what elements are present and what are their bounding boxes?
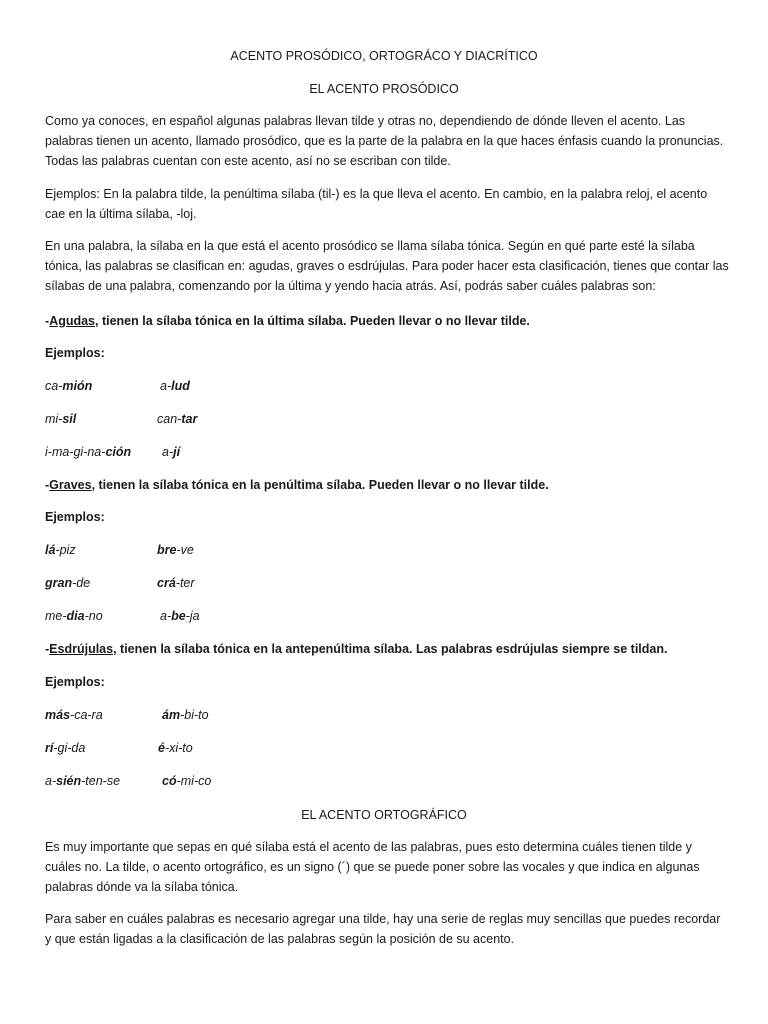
- document-title: ACENTO PROSÓDICO, ORTOGRÁCO Y DIACRÍTICO: [230, 49, 538, 63]
- example-word: ca-mión: [45, 379, 93, 393]
- example-word: gran-de: [45, 576, 91, 590]
- graves-term: Graves: [49, 478, 92, 492]
- example-word: can-tar: [157, 412, 198, 426]
- agudas-rest: , tienen la sílaba tónica en la última sílaba. Pueden llevar o no llevar tilde.: [95, 314, 530, 328]
- section-heading-ortografico: EL ACENTO ORTOGRÁFICO: [301, 808, 467, 822]
- example-word: ám-bi-to: [162, 708, 209, 722]
- graves-dash: -: [45, 478, 50, 492]
- example-word: rí-gi-da: [45, 741, 86, 755]
- agudas-definition: [45, 311, 730, 331]
- example-word: a-sién-ten-se: [45, 774, 121, 788]
- esdrujulas-term: Esdrújulas: [49, 642, 114, 656]
- paragraph-silaba-tonica: En una palabra, la sílaba en la que está el acento prosódico se llama sílaba tónica. Según en qué parte esté la sílaba tónica, las palabras se clasifican en: agudas, graves o esdrújulas. Para poder hacer esta clasificación, tienes que contar las sílabas de una palabra, comenzando por la última y yendo hacia atrás. Así, podrás saber cuáles palabras son:: [45, 239, 729, 293]
- esdrujulas-definition: [45, 639, 730, 659]
- esdrujulas-dash: -: [45, 642, 50, 656]
- example-word: é-xi-to: [158, 741, 193, 755]
- examples-label: Ejemplos:: [45, 675, 105, 689]
- graves-definition: [45, 475, 730, 495]
- example-word: i-ma-gi-na-ción: [45, 445, 132, 459]
- example-word: mi-sil: [45, 412, 77, 426]
- example-word: bre-ve: [157, 543, 194, 557]
- example-word: a-jí: [162, 445, 181, 459]
- examples-label: Ejemplos:: [45, 346, 105, 360]
- section-heading-prosodico: EL ACENTO PROSÓDICO: [309, 82, 459, 96]
- paragraph-ejemplos-tilde: Ejemplos: En la palabra tilde, la penúltima sílaba (til-) es la que lleva el acento. En cambio, en la palabra reloj, el acento cae en la última sílaba, -loj.: [45, 187, 708, 221]
- example-word: más-ca-ra: [45, 708, 103, 722]
- example-word: me-dia-no: [45, 609, 103, 623]
- example-word: crá-ter: [157, 576, 195, 590]
- example-word: a-lud: [160, 379, 190, 393]
- paragraph-tilde: Es muy importante que sepas en qué sílaba está el acento de las palabras, pues esto determina cuáles tienen tilde y cuáles no. La tilde, o acento ortográfico, es un signo (´) que se puede poner sobre las vocales y que indica en algunas palabras dónde va la sílaba tónica.: [45, 840, 700, 894]
- example-word: lá-piz: [45, 543, 76, 557]
- example-word: có-mi-co: [162, 774, 212, 788]
- example-word: a-be-ja: [160, 609, 200, 623]
- agudas-term: Agudas: [49, 314, 96, 328]
- esdrujulas-rest: , tienen la sílaba tónica en la antepenúltima sílaba. Las palabras esdrújulas siempre se tildan.: [113, 642, 668, 656]
- examples-label: Ejemplos:: [45, 510, 105, 524]
- paragraph-reglas: Para saber en cuáles palabras es necesario agregar una tilde, hay una serie de reglas muy sencillas que puedes recordar y que están ligadas a la clasificación de las palabras según la posición de su acento.: [45, 912, 721, 946]
- agudas-dash: -: [45, 314, 50, 328]
- paragraph-intro: Como ya conoces, en español algunas palabras llevan tilde y otras no, dependiendo de dónde lleven el acento. Las palabras tienen un acento, llamado prosódico, que es la parte de la palabra en la que haces énfasis cuando la pronuncias. Todas las palabras cuentan con este acento, así no se escriban con tilde.: [45, 114, 724, 168]
- graves-rest: , tienen la sílaba tónica en la penúltima sílaba. Pueden llevar o no llevar tilde.: [91, 478, 549, 492]
